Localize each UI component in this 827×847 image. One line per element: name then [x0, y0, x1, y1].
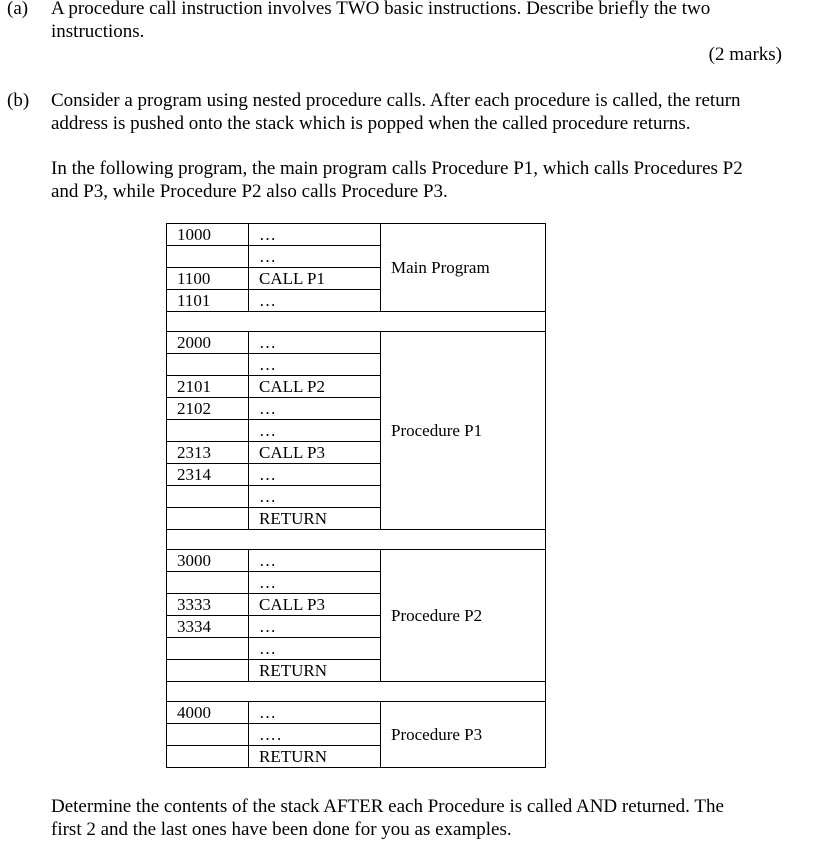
address-cell: 3334 [167, 616, 249, 638]
part-a-marks: (2 marks) [708, 44, 782, 65]
instruction-cell: … [249, 332, 381, 354]
address-cell: 2101 [167, 376, 249, 398]
part-b-intro-line1: Consider a program using nested procedure calls. After each procedure is called, the return [51, 90, 741, 111]
part-b-program-line1: In the following program, the main program calls Procedure P1, which calls Procedures P2 [51, 158, 743, 179]
procedure-p2-label: Procedure P2 [381, 550, 546, 682]
table-gap-row [167, 312, 546, 332]
address-cell [167, 508, 249, 530]
part-b-intro-line2: address is pushed onto the stack which is popped when the called procedure returns. [51, 113, 691, 134]
address-cell [167, 420, 249, 442]
instruction-cell: … [249, 420, 381, 442]
address-cell [167, 354, 249, 376]
instruction-cell: … [249, 616, 381, 638]
address-cell [167, 572, 249, 594]
table-row [167, 224, 546, 246]
instruction-cell: CALL P1 [249, 268, 381, 290]
part-b-task-line1: Determine the contents of the stack AFTER each Procedure is called AND returned. The [51, 796, 724, 817]
table-gap-row [167, 530, 546, 550]
address-cell: 3333 [167, 594, 249, 616]
address-cell [167, 246, 249, 268]
address-cell: 4000 [167, 702, 249, 724]
instruction-cell: … [249, 702, 381, 724]
procedure-p3-label: Procedure P3 [381, 702, 546, 768]
instruction-cell: … [249, 224, 381, 246]
address-cell: 1100 [167, 268, 249, 290]
code-table [166, 223, 546, 768]
table-row [167, 550, 546, 572]
instruction-cell: CALL P2 [249, 376, 381, 398]
table-row [167, 332, 546, 354]
instruction-cell: … [249, 464, 381, 486]
address-cell: 1101 [167, 290, 249, 312]
address-cell [167, 486, 249, 508]
instruction-cell: … [249, 398, 381, 420]
address-cell: 2314 [167, 464, 249, 486]
table-row [167, 702, 546, 724]
part-a-question-line1: A procedure call instruction involves TWO basic instructions. Describe briefly the two [51, 0, 711, 19]
address-cell [167, 724, 249, 746]
address-cell: 2000 [167, 332, 249, 354]
instruction-cell: CALL P3 [249, 594, 381, 616]
instruction-cell: …. [249, 724, 381, 746]
part-a-label: (a) [7, 0, 29, 19]
address-cell: 3000 [167, 550, 249, 572]
part-b-task-line2: first 2 and the last ones have been done for you as examples. [51, 819, 512, 840]
part-a-question-line2: instructions. [51, 21, 145, 42]
instruction-cell: … [249, 486, 381, 508]
instruction-cell: RETURN [249, 746, 381, 768]
address-cell: 2102 [167, 398, 249, 420]
instruction-cell: … [249, 572, 381, 594]
procedure-p1-label: Procedure P1 [381, 332, 546, 530]
address-cell: 1000 [167, 224, 249, 246]
address-cell [167, 660, 249, 682]
instruction-cell: … [249, 246, 381, 268]
instruction-cell: … [249, 550, 381, 572]
main-program-label: Main Program [381, 224, 546, 312]
instruction-cell: RETURN [249, 660, 381, 682]
part-b-label: (b) [7, 90, 30, 111]
address-cell [167, 638, 249, 660]
address-cell: 2313 [167, 442, 249, 464]
instruction-cell: CALL P3 [249, 442, 381, 464]
table-gap-row [167, 682, 546, 702]
part-b-program-line2: and P3, while Procedure P2 also calls Procedure P3. [51, 181, 448, 202]
instruction-cell: … [249, 354, 381, 376]
instruction-cell: … [249, 638, 381, 660]
address-cell [167, 746, 249, 768]
instruction-cell: RETURN [249, 508, 381, 530]
instruction-cell: … [249, 290, 381, 312]
